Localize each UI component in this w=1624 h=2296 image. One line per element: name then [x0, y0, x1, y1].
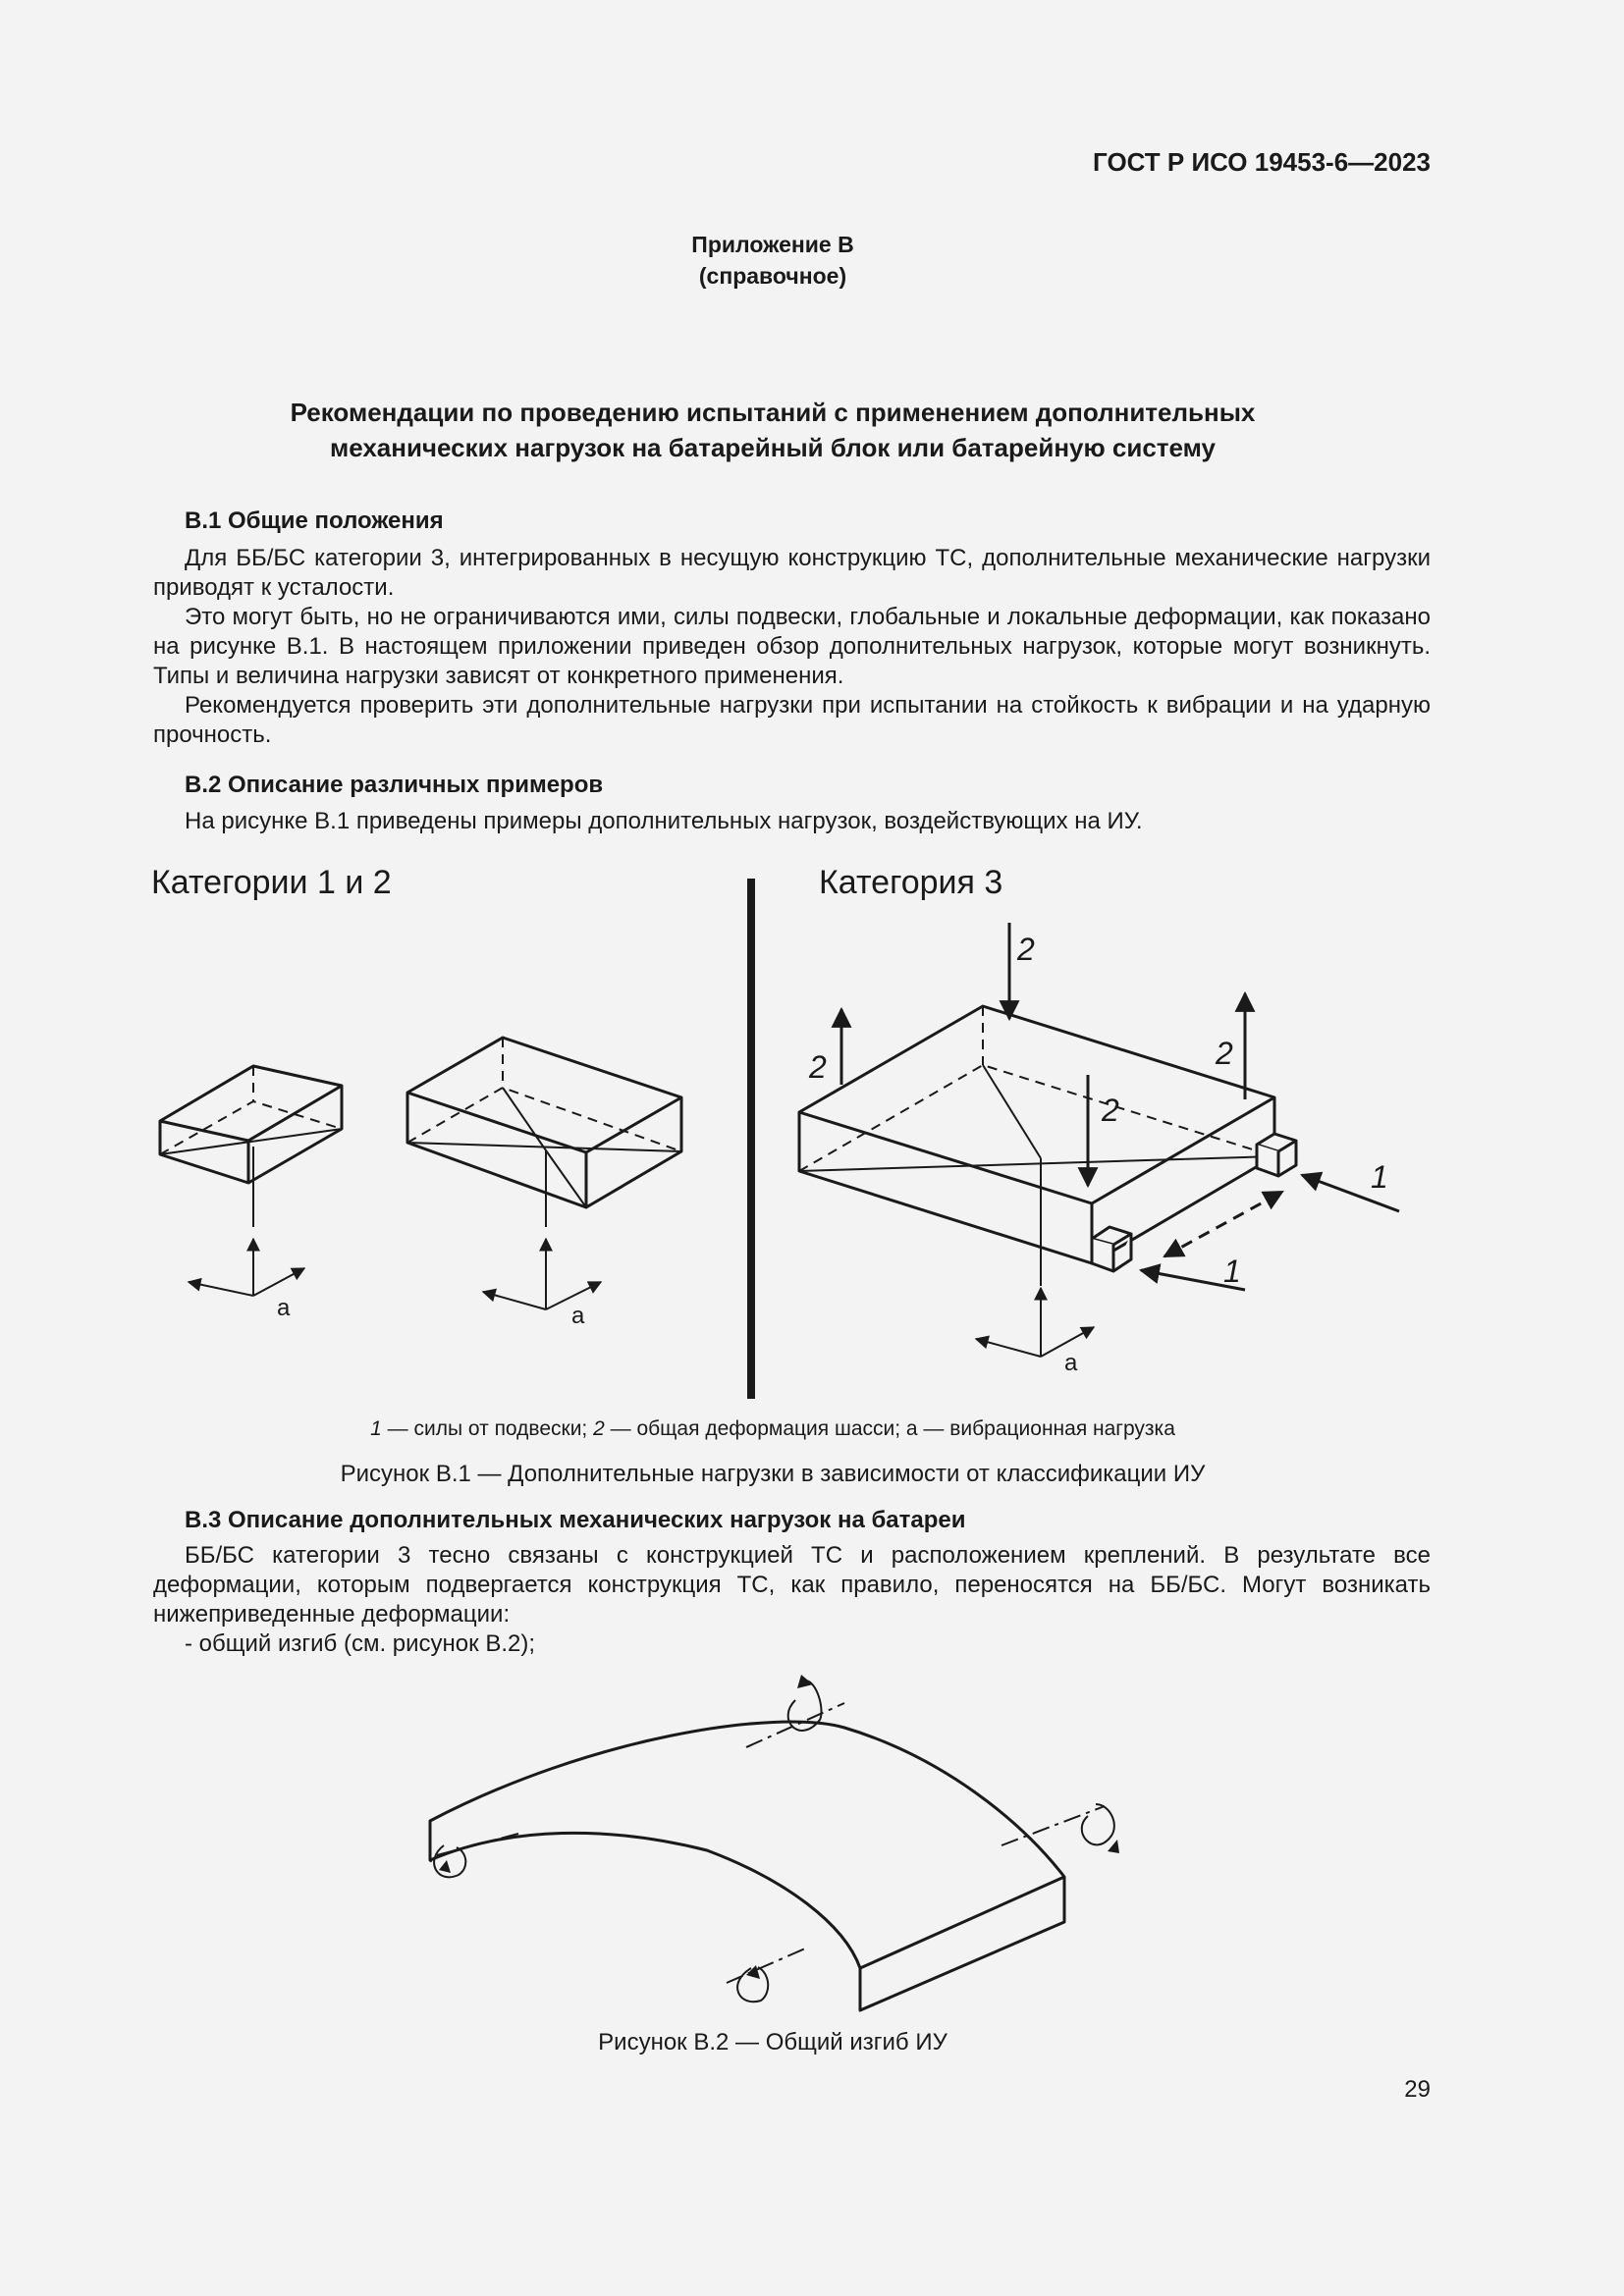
paragraph: На рисунке В.1 приведены примеры дополнительных нагрузок, воздействующих на ИУ.: [185, 808, 1143, 834]
legend-text-1: — силы от подвески;: [381, 1417, 594, 1440]
paragraph: Для ББ/БС категории 3, интегрированных в несущую конструкцию ТС, дополнительные механические нагрузки приводят к усталости.: [153, 545, 1431, 601]
vibration-axes-icon: [189, 1239, 304, 1296]
deformation-arrow: [1164, 1192, 1282, 1256]
legend-key-1: 1: [370, 1417, 382, 1440]
appendix-label: Приложение В: [691, 232, 854, 257]
callout-2: 2: [1017, 932, 1035, 967]
bent-slab-icon: [430, 1722, 1064, 2010]
callout-1: 1: [1223, 1254, 1241, 1289]
document-id: ГОСТ Р ИСО 19453-6—2023: [1093, 147, 1431, 177]
figure1-legend: [0, 1417, 1545, 1441]
figure2-caption: Рисунок В.2 — Общий изгиб ИУ: [598, 2029, 947, 2056]
vibration-axes-icon: [483, 1239, 601, 1309]
section-b2-title: В.2 Описание различных примеров: [185, 772, 604, 798]
section-b3-title: В.3 Описание дополнительных механических нагрузок на батареи: [185, 1507, 966, 1533]
legend-text-2: — общая деформация шасси; а — вибрационная нагрузка: [604, 1417, 1175, 1440]
vibration-axes-icon: [976, 1288, 1094, 1357]
paragraph: Рекомендуется проверить эти дополнительные нагрузки при испытании на стойкость к вибрации и на ударную прочность.: [153, 692, 1431, 748]
rotation-arrow-icon: [1082, 1804, 1114, 1844]
appendix-title-line1: Рекомендации по проведению испытаний с применением дополнительных: [290, 398, 1256, 427]
figure1-caption: Рисунок В.1 — Дополнительные нагрузки в зависимости от классификации ИУ: [340, 1461, 1206, 1487]
figure2-diagram: [0, 1659, 1624, 2032]
page-number: 29: [1404, 2076, 1431, 2103]
callout-2: 2: [1216, 1036, 1233, 1071]
battery-box-medium-icon: [407, 1038, 681, 1227]
axis-label: a: [1064, 1350, 1078, 1376]
callout-1: 1: [1371, 1159, 1388, 1195]
battery-box-small-icon: [160, 1066, 342, 1227]
bullet-item: - общий изгиб (см. рисунок В.2);: [185, 1630, 535, 1657]
legend-key-2: 2: [593, 1417, 605, 1440]
appendix-type: (справочное): [698, 263, 847, 289]
figure1-label-category-3: Категория 3: [819, 864, 1003, 901]
axis-label: a: [277, 1295, 291, 1321]
appendix-title-line2: механических нагрузок на батарейный блок или батарейную систему: [329, 433, 1217, 462]
paragraph: ББ/БС категории 3 тесно связаны с конструкцией ТС и расположением креплений. В результате все деформации, которым подвергается конструкция ТС, как правило, переносятся на ББ/БС. Могут возникать нижеприведенные деформации:: [153, 1542, 1431, 1628]
paragraph: Это могут быть, но не ограничиваются ими, силы подвески, глобальные и локальные деформации, как показано на рисунке В.1. В настоящем приложении приведен обзор дополнительных нагрузок, которые могут возникнуть. Типы и величина нагрузки зависят от конкретного применения.: [153, 604, 1431, 689]
callout-2: 2: [1102, 1093, 1119, 1128]
callout-2: 2: [809, 1049, 827, 1085]
bend-axis: [437, 1834, 518, 1855]
section-b1-title: В.1 Общие положения: [185, 507, 444, 534]
section-b3-body: [153, 1541, 1431, 1659]
figure1-label-categories-1-2: Категории 1 и 2: [151, 864, 392, 901]
bend-axis: [727, 1949, 805, 1983]
axis-label: a: [571, 1303, 585, 1329]
